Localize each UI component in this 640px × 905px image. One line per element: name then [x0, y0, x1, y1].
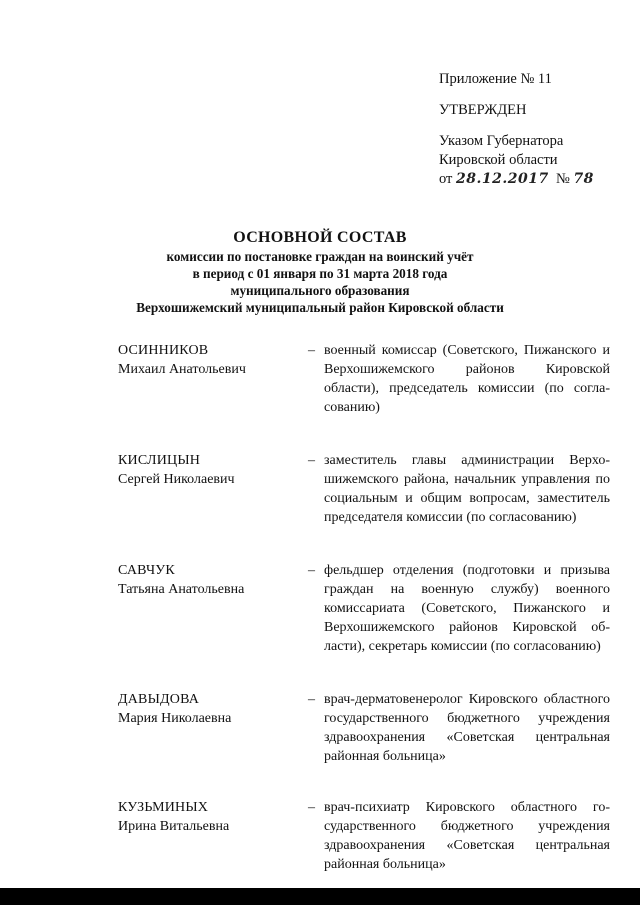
handwritten-date: 28.12.2017	[456, 171, 549, 187]
member-list	[118, 341, 610, 874]
member-name: Сергей Николаевич	[118, 472, 235, 487]
member-description: военный комиссар (Советского, Пижанского и Верхошижемского районов Кировской области), председатель комиссии (по согласованию)	[324, 343, 610, 415]
member-surname: ДАВЫДОВА	[118, 692, 200, 707]
list-item	[118, 690, 610, 766]
member-person	[118, 561, 308, 656]
member-person	[118, 798, 308, 874]
member-dash: –	[308, 343, 315, 358]
title-line-3: муниципального образования	[230, 283, 410, 298]
date-prefix: от	[439, 171, 453, 187]
list-item	[118, 341, 610, 417]
member-surname: КИСЛИЦЫН	[118, 453, 201, 468]
member-dash: –	[308, 453, 315, 468]
title-line-2: в период с 01 января по 31 марта 2018 года	[192, 266, 448, 281]
member-name: Татьяна Анатольевна	[118, 582, 245, 597]
member-person	[118, 451, 308, 527]
member-description: заместитель главы администрации Верхошижемского района, начальник управления по социальным и общим вопросам, заместитель председателя комиссии (по согласованию)	[324, 453, 610, 525]
member-surname: САВЧУК	[118, 563, 175, 578]
scan-bottom-edge	[0, 888, 640, 905]
approval-block	[439, 70, 594, 189]
member-dash: –	[308, 563, 315, 578]
handwritten-number: 78	[573, 171, 594, 187]
member-name: Михаил Анатольевич	[118, 362, 246, 377]
appendix-label: Приложение № 11	[439, 71, 552, 87]
document-title	[0, 228, 640, 316]
member-surname: ОСИННИКОВ	[118, 343, 209, 358]
member-name: Мария Николаевна	[118, 711, 232, 726]
list-item	[118, 451, 610, 527]
decree-line-2: Кировской области	[439, 152, 558, 168]
member-dash: –	[308, 692, 315, 707]
member-dash: –	[308, 800, 315, 815]
member-person	[118, 341, 308, 417]
title-main: ОСНОВНОЙ СОСТАВ	[233, 229, 407, 246]
title-line-4: Верхошижемский муниципальный район Кировской области	[136, 300, 504, 315]
member-person	[118, 690, 308, 766]
approved-label: УТВЕРЖДЕН	[439, 102, 527, 118]
member-name: Ирина Витальевна	[118, 819, 230, 834]
decree-line-1: Указом Губернатора	[439, 133, 564, 149]
number-prefix: №	[555, 171, 570, 187]
title-line-1: комиссии по постановке граждан на воинский учёт	[166, 249, 474, 264]
member-description: врач-психиатр Кировского областного государственного бюджетного учреждения здравоохранения «Советская центральная районная больница»	[324, 800, 610, 872]
list-item	[118, 798, 610, 874]
decree-date-line	[439, 170, 594, 189]
member-description: врач-дерматовенеролог Кировского областного государственного бюджетного учреждения здравоохранения «Советская центральная районная больница»	[324, 692, 610, 764]
member-description: фельдшер отделения (подготовки и призыва граждан на военную службу) военного комиссариата (Советского, Пижанского и Верхошижемского районов Кировской области), секретарь комиссии (по согласованию)	[324, 563, 610, 654]
member-surname: КУЗЬМИНЫХ	[118, 800, 209, 815]
list-item	[118, 561, 610, 656]
